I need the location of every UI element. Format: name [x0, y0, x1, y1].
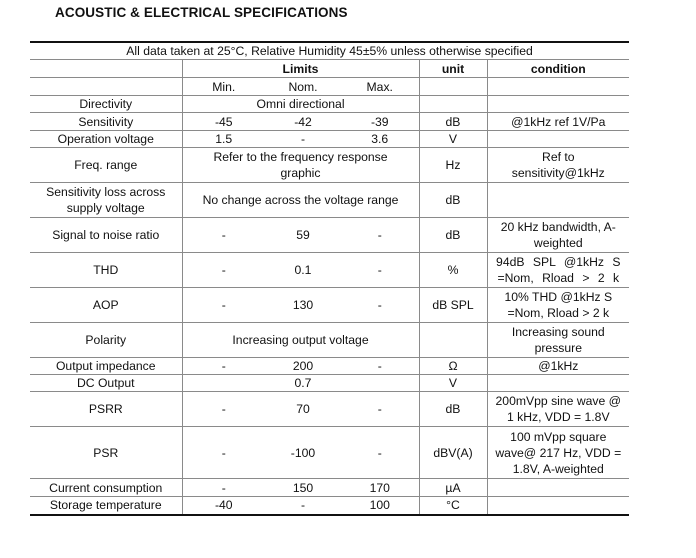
unit-cell: Ω [419, 358, 487, 375]
param-label: AOP [30, 288, 182, 323]
max-value: - [341, 253, 419, 288]
row-thd [30, 253, 629, 288]
min-value: -45 [182, 113, 265, 131]
subheader-unit-blank [419, 78, 487, 96]
min-value: -40 [182, 497, 265, 515]
header-nom: Nom. [265, 78, 341, 96]
max-value: 170 [341, 479, 419, 497]
max-value: 100 [341, 497, 419, 515]
header-max: Max. [341, 78, 419, 96]
row-polarity [30, 323, 629, 358]
condition-cell: 94dB SPL @1kHz S =Nom, Rload > 2 k [487, 253, 629, 288]
row-directivity [30, 96, 629, 113]
param-label: Sensitivity [30, 113, 182, 131]
param-label: Signal to noise ratio [30, 218, 182, 253]
unit-cell: dB SPL [419, 288, 487, 323]
condition-cell [487, 497, 629, 515]
min-value: - [182, 427, 265, 479]
unit-cell: dB [419, 183, 487, 218]
unit-cell: % [419, 253, 487, 288]
condition-cell [487, 183, 629, 218]
row-psr [30, 427, 629, 479]
row-sensitivity-loss [30, 183, 629, 218]
span-value: Increasing output voltage [182, 323, 419, 358]
header-param-blank [30, 60, 182, 78]
header-condition: condition [487, 60, 629, 78]
spec-table [30, 41, 629, 516]
row-current-consumption [30, 479, 629, 497]
condition-cell: 200mVpp sine wave @ 1 kHz, VDD = 1.8V [487, 392, 629, 427]
min-value: - [182, 392, 265, 427]
param-label: Directivity [30, 96, 182, 113]
min-value: - [182, 358, 265, 375]
condition-cell: 10% THD @1kHz S =Nom, Rload > 2 k [487, 288, 629, 323]
max-value: - [341, 218, 419, 253]
note-row [30, 42, 629, 60]
param-label: DC Output [30, 375, 182, 392]
condition-cell: Ref to sensitivity@1kHz [487, 148, 629, 183]
unit-cell: V [419, 131, 487, 148]
min-value: - [182, 218, 265, 253]
max-value: 3.6 [341, 131, 419, 148]
row-output-impedance [30, 358, 629, 375]
unit-cell: dB [419, 218, 487, 253]
max-value: - [341, 358, 419, 375]
nom-value: - [265, 497, 341, 515]
row-snr [30, 218, 629, 253]
param-label: Storage temperature [30, 497, 182, 515]
nom-value: 200 [265, 358, 341, 375]
conditions-note: All data taken at 25°C, Relative Humidity 45±5% unless otherwise specified [30, 42, 629, 60]
min-value: - [182, 479, 265, 497]
param-label: THD [30, 253, 182, 288]
condition-cell [487, 96, 629, 113]
param-label: Polarity [30, 323, 182, 358]
row-dc-output [30, 375, 629, 392]
section-title: ACOUSTIC & ELECTRICAL SPECIFICATIONS [55, 5, 348, 20]
nom-value: 150 [265, 479, 341, 497]
unit-cell: V [419, 375, 487, 392]
nom-value: 0.7 [265, 375, 341, 392]
param-label: Current consumption [30, 479, 182, 497]
nom-value: 0.1 [265, 253, 341, 288]
max-value: -39 [341, 113, 419, 131]
condition-cell: 20 kHz bandwidth, A-weighted [487, 218, 629, 253]
span-value: Omni directional [182, 96, 419, 113]
max-value: - [341, 288, 419, 323]
header-limits: Limits [182, 60, 419, 78]
min-value: 1.5 [182, 131, 265, 148]
header-unit: unit [419, 60, 487, 78]
unit-cell [419, 323, 487, 358]
max-value: - [341, 392, 419, 427]
row-operation-voltage [30, 131, 629, 148]
nom-value: -42 [265, 113, 341, 131]
max-value [341, 375, 419, 392]
condition-cell: @1kHz ref 1V/Pa [487, 113, 629, 131]
unit-cell: °C [419, 497, 487, 515]
row-aop [30, 288, 629, 323]
unit-cell: dB [419, 113, 487, 131]
min-value: - [182, 253, 265, 288]
subheader-param-blank [30, 78, 182, 96]
unit-cell: µA [419, 479, 487, 497]
condition-cell [487, 479, 629, 497]
nom-value: - [265, 131, 341, 148]
nom-value: 70 [265, 392, 341, 427]
param-label: PSR [30, 427, 182, 479]
min-value: - [182, 288, 265, 323]
param-label: Output impedance [30, 358, 182, 375]
row-freq-range [30, 148, 629, 183]
unit-cell: Hz [419, 148, 487, 183]
param-label: Sensitivity loss across supply voltage [30, 183, 182, 218]
param-label: PSRR [30, 392, 182, 427]
unit-cell: dB [419, 392, 487, 427]
param-label: Freq. range [30, 148, 182, 183]
nom-value: 59 [265, 218, 341, 253]
subheader-row [30, 78, 629, 96]
span-value: Refer to the frequency response graphic [182, 148, 419, 183]
row-psrr [30, 392, 629, 427]
condition-cell: Increasing sound pressure [487, 323, 629, 358]
nom-value: -100 [265, 427, 341, 479]
unit-cell: dBV(A) [419, 427, 487, 479]
param-label: Operation voltage [30, 131, 182, 148]
min-value [182, 375, 265, 392]
nom-value: 130 [265, 288, 341, 323]
condition-cell [487, 375, 629, 392]
unit-cell [419, 96, 487, 113]
header-row [30, 60, 629, 78]
subheader-cond-blank [487, 78, 629, 96]
row-storage-temperature [30, 497, 629, 515]
header-min: Min. [182, 78, 265, 96]
max-value: - [341, 427, 419, 479]
row-sensitivity [30, 113, 629, 131]
condition-cell [487, 131, 629, 148]
condition-cell: @1kHz [487, 358, 629, 375]
span-value: No change across the voltage range [182, 183, 419, 218]
condition-cell: 100 mVpp square wave@ 217 Hz, VDD = 1.8V, A-weighted [487, 427, 629, 479]
